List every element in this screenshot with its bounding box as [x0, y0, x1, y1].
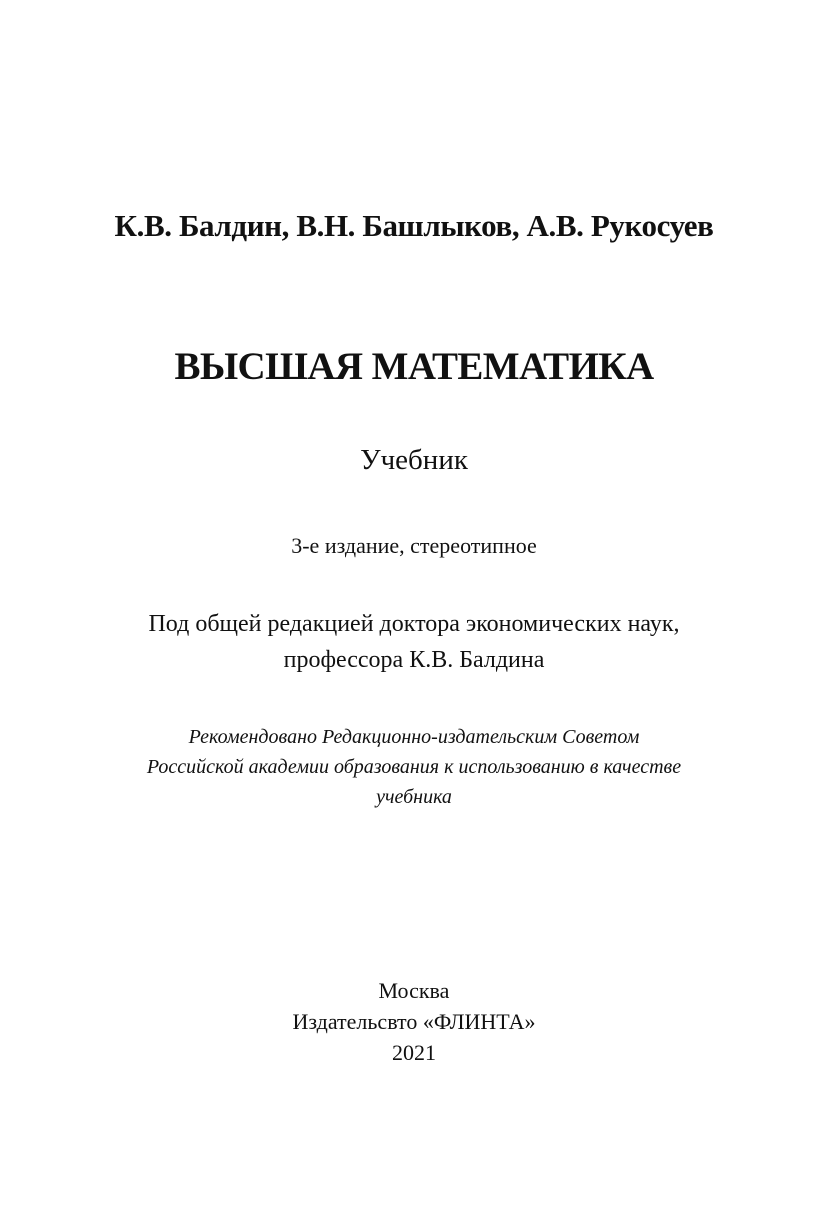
recommendation-line-3: учебника — [376, 786, 452, 808]
recommendation-line-1: Рекомендовано Редакционно-издательским Советом — [188, 726, 640, 748]
imprint-publisher: Издательсвто «ФЛИНТА» — [292, 1009, 536, 1034]
book-title: ВЫСШАЯ МАТЕМАТИКА — [174, 345, 654, 388]
recommendation-line-2: Российской академии образования к использованию в качестве — [146, 756, 682, 778]
edition-info: 3-е издание, стереотипное — [291, 533, 537, 558]
book-type: Учебник — [360, 444, 468, 476]
imprint-year: 2021 — [392, 1040, 436, 1065]
editor-line-2: профессора К.В. Балдина — [283, 647, 545, 673]
authors: К.В. Балдин, В.Н. Башлыков, А.В. Рукосуев — [114, 208, 714, 243]
imprint-city: Москва — [378, 978, 450, 1003]
editor-line-1: Под общей редакцией доктора экономических наук, — [148, 611, 680, 637]
